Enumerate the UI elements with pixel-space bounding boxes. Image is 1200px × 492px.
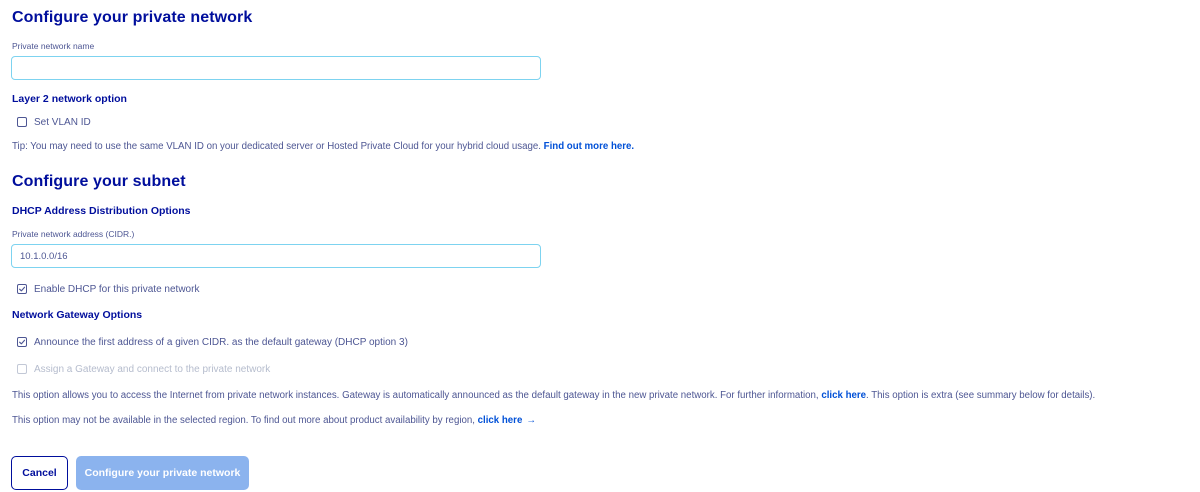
gateway-info-suffix: . This option is extra (see summary below for details). (866, 390, 1096, 401)
arrow-right-icon: → (526, 415, 537, 426)
vlan-tip-text: Tip: You may need to use the same VLAN ID on your dedicated server or Hosted Private Cloud for your hybrid cloud usage. (12, 141, 544, 152)
dhcp-section-title: DHCP Address Distribution Options (12, 205, 191, 217)
layer2-section-title: Layer 2 network option (12, 93, 127, 105)
dhcp-checkbox[interactable] (17, 284, 27, 294)
network-name-label: Private network name (12, 41, 95, 51)
vlan-checkbox[interactable] (17, 117, 27, 127)
configure-network-button[interactable]: Configure your private network (76, 456, 249, 490)
region-info-text: This option may not be available in the selected region. To find out more about product availability by region, (12, 415, 478, 426)
cancel-button[interactable]: Cancel (11, 456, 68, 490)
announce-gateway-label: Announce the first address of a given CIDR. as the default gateway (DHCP option 3) (34, 336, 408, 348)
vlan-tip (12, 141, 634, 152)
subnet-section-title: Configure your subnet (12, 173, 186, 190)
checkmark-icon (18, 338, 26, 346)
region-link-label: click here (477, 415, 523, 426)
cidr-label: Private network address (CIDR.) (12, 229, 135, 239)
assign-gateway-checkbox-row (17, 363, 270, 375)
announce-gateway-checkbox-row[interactable] (17, 336, 408, 348)
network-section-title: Configure your private network (12, 9, 253, 26)
gateway-info (12, 390, 1095, 401)
region-availability-link[interactable] (478, 415, 536, 426)
network-name-input[interactable] (11, 56, 541, 80)
assign-gateway-checkbox (17, 364, 27, 374)
announce-gateway-checkbox[interactable] (17, 337, 27, 347)
assign-gateway-label: Assign a Gateway and connect to the private network (34, 363, 271, 375)
dhcp-checkbox-row[interactable] (17, 283, 199, 295)
vlan-checkbox-label: Set VLAN ID (34, 116, 91, 128)
checkmark-icon (18, 285, 26, 293)
gateway-info-text: This option allows you to access the Internet from private network instances. Gateway is automatically announced as the default gateway in the new private network. For further information, (12, 390, 822, 401)
cidr-input[interactable] (11, 244, 541, 268)
dhcp-checkbox-label: Enable DHCP for this private network (34, 283, 200, 295)
vlan-find-out-more-link[interactable]: Find out more here. (543, 141, 635, 152)
region-availability-info (12, 415, 536, 426)
gateway-info-link[interactable]: click here (821, 390, 867, 401)
gateway-section-title: Network Gateway Options (12, 309, 143, 321)
vlan-checkbox-row[interactable] (17, 116, 91, 128)
